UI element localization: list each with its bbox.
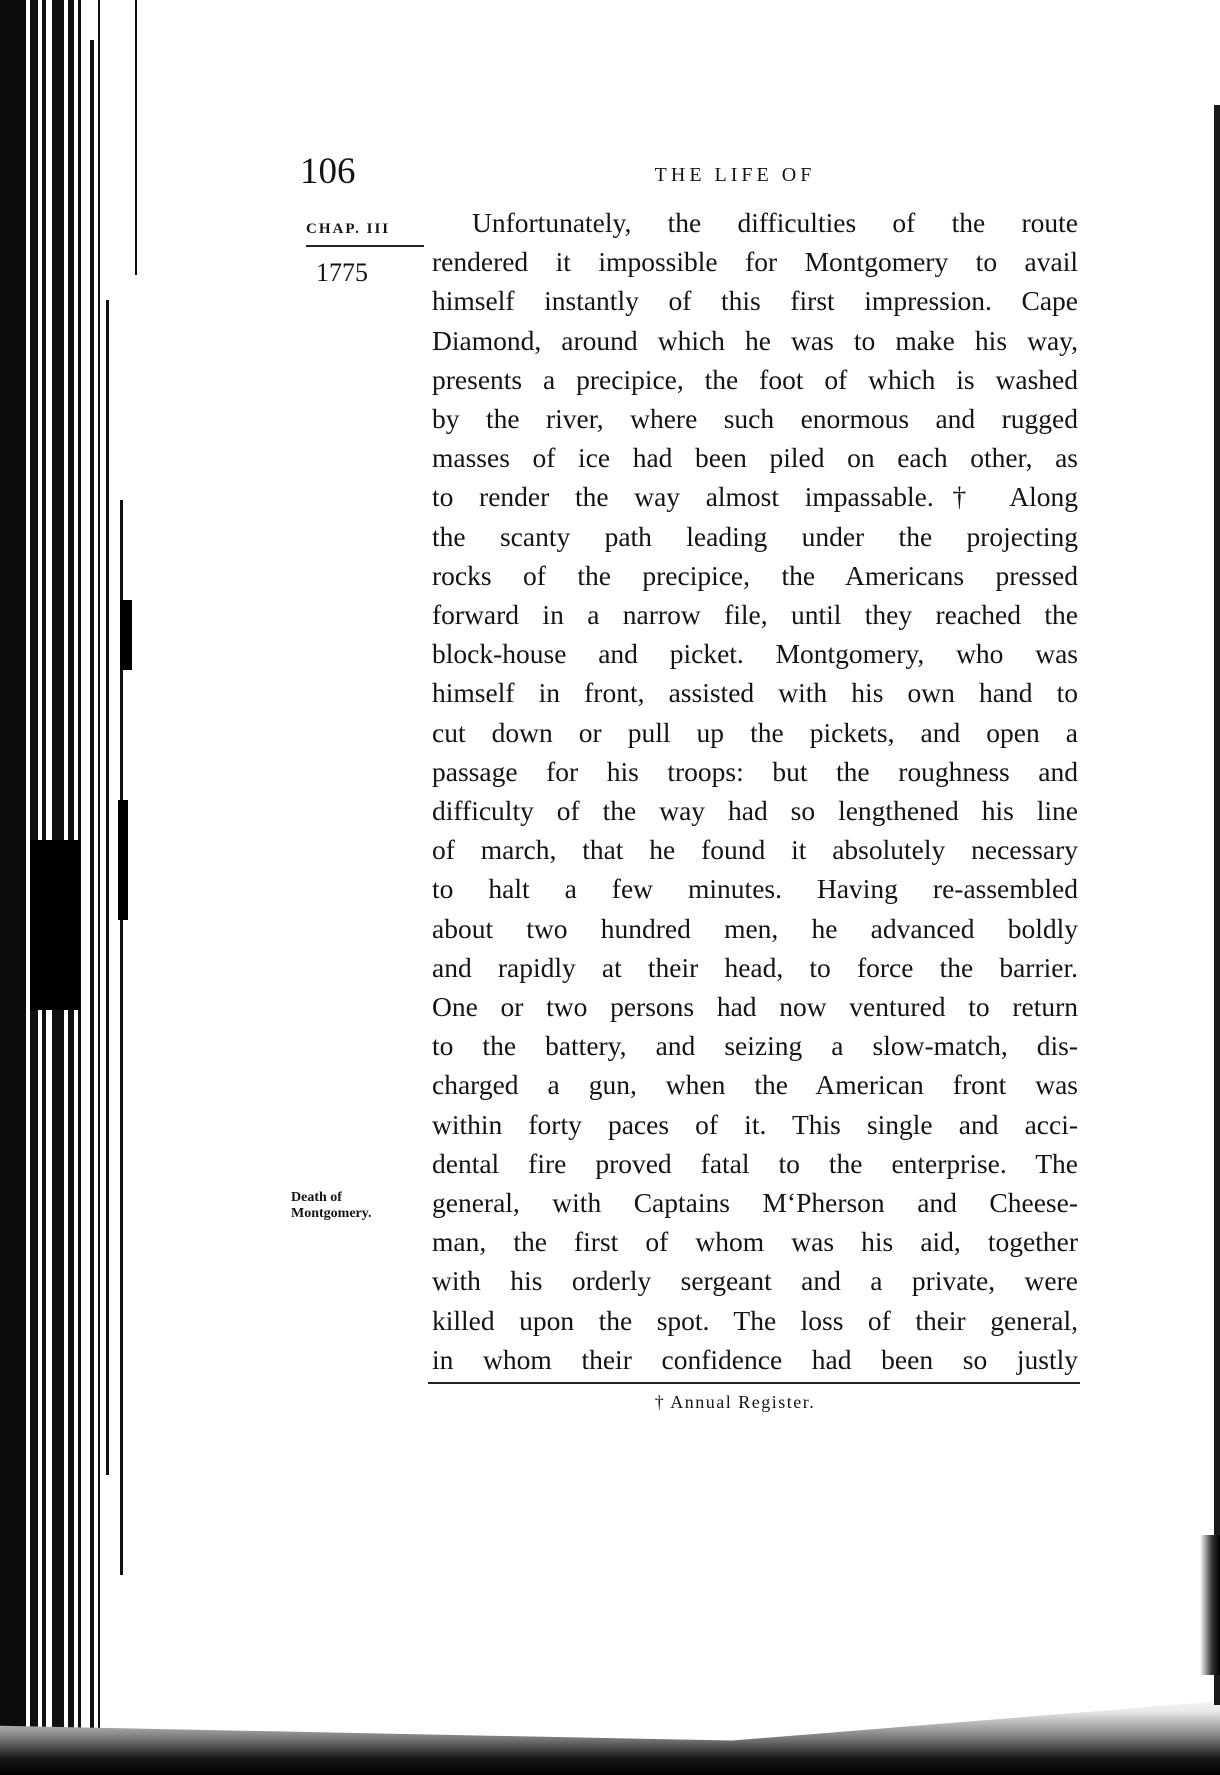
- footnote-rule: [428, 1382, 1080, 1384]
- footnote: † Annual Register.: [654, 1392, 816, 1412]
- text-line: difficulty of the way had so lengthened his line: [432, 795, 1078, 827]
- margin-chapter-label: CHAP. III: [306, 219, 424, 247]
- text-line: rocks of the precipice, the Americans pressed: [432, 559, 1078, 591]
- margin-year: 1775: [316, 258, 368, 287]
- text-line: Diamond, around which he was to make his way,: [432, 324, 1078, 356]
- text-line: man, the first of whom was his aid, together: [432, 1226, 1078, 1258]
- text-line: by the river, where such enormous and rugged: [432, 403, 1078, 435]
- text-line: to the battery, and seizing a slow-match, dis-: [432, 1030, 1078, 1062]
- text-line: general, with Captains M‘Pherson and Cheese-: [432, 1187, 1078, 1219]
- text-line: himself instantly of this first impression. Cape: [432, 285, 1078, 317]
- text-line: forward in a narrow file, until they reached the: [432, 599, 1078, 631]
- text-line: charged a gun, when the American front was: [432, 1069, 1078, 1101]
- margin-note-line: Death of: [291, 1190, 342, 1205]
- running-head: THE LIFE OF: [654, 164, 816, 186]
- text-line: Unfortunately, the difficulties of the route: [472, 207, 1078, 238]
- text-line: cut down or pull up the pickets, and open a: [432, 716, 1078, 748]
- text-line: in whom their confidence had been so justly: [432, 1343, 1078, 1375]
- text-line: of march, that he found it absolutely necessary: [432, 834, 1078, 866]
- text-line: with his orderly sergeant and a private, were: [432, 1265, 1078, 1297]
- text-line: block-house and picket. Montgomery, who was: [432, 638, 1078, 670]
- text-line: and rapidly at their head, to force the barrier.: [432, 951, 1078, 983]
- text-line: killed upon the spot. The loss of their general,: [432, 1304, 1078, 1336]
- body-text: [432, 203, 1078, 1379]
- margin-note-line: Montgomery.: [291, 1206, 372, 1221]
- text-line: to render the way almost impassable.† Along: [432, 481, 1078, 513]
- text-line: within forty paces of it. This single and acci-: [432, 1108, 1078, 1140]
- page-number: 106: [300, 151, 356, 192]
- text-line: about two hundred men, he advanced boldly: [432, 912, 1078, 944]
- text-line: rendered it impossible for Montgomery to avail: [432, 246, 1078, 278]
- margin-note: [291, 1190, 411, 1222]
- text-line: dental fire proved fatal to the enterprise. The: [432, 1147, 1078, 1179]
- text-line: passage for his troops: but the roughness and: [432, 755, 1078, 787]
- text-line: to halt a few minutes. Having re-assembled: [432, 873, 1078, 905]
- text-line: masses of ice had been piled on each other, as: [432, 442, 1078, 474]
- text-line: himself in front, assisted with his own hand to: [432, 677, 1078, 709]
- text-line: presents a precipice, the foot of which is washed: [432, 363, 1078, 395]
- text-line: the scanty path leading under the projecting: [432, 520, 1078, 552]
- text-line: One or two persons had now ventured to return: [432, 991, 1078, 1023]
